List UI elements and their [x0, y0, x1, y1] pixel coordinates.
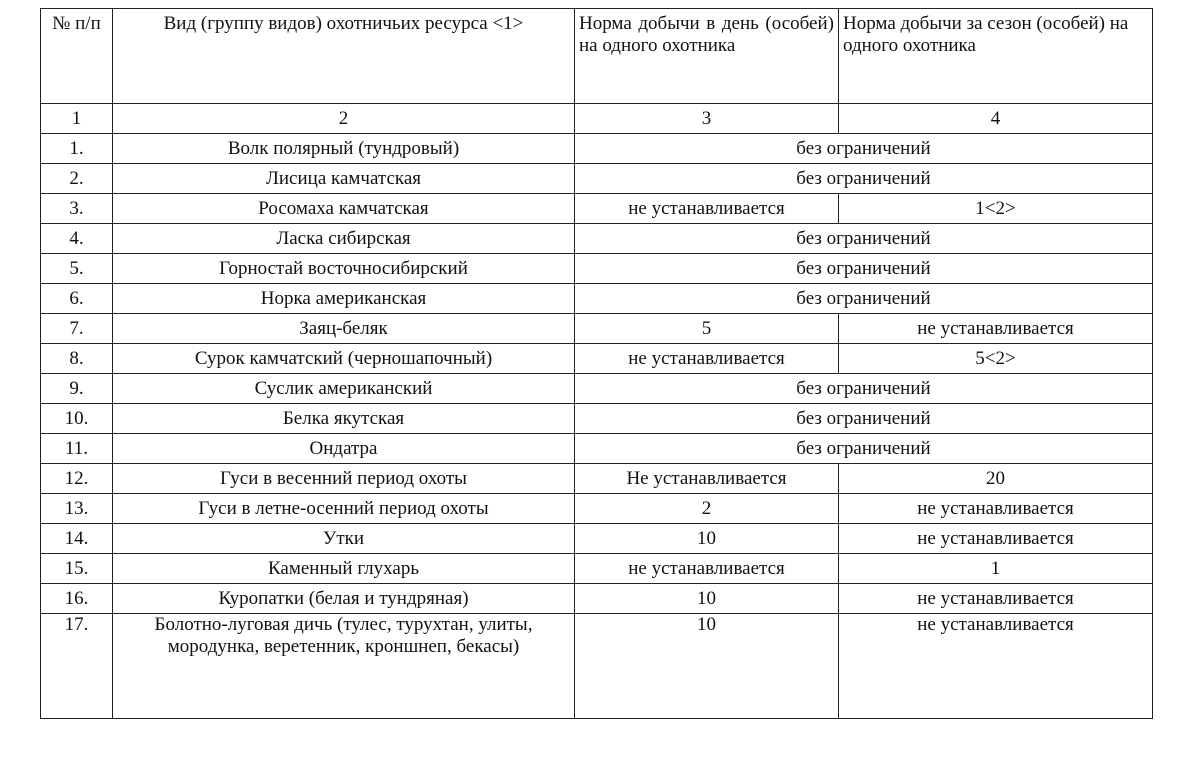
- species-name: Заяц-беляк: [113, 314, 575, 344]
- species-name: Сурок камчатский (черношапочный): [113, 344, 575, 374]
- row-number: 4.: [41, 224, 113, 254]
- quota-merged: без ограничений: [575, 224, 1153, 254]
- hunting-quota-table: [40, 8, 1153, 719]
- col-number: 3: [575, 104, 839, 134]
- table-row: [41, 524, 1153, 554]
- table-row: [41, 434, 1153, 464]
- season-quota: не устанавливается: [839, 584, 1153, 614]
- season-quota: не устанавливается: [839, 614, 1153, 719]
- daily-quota: Не устанавливается: [575, 464, 839, 494]
- col-number: 1: [41, 104, 113, 134]
- table-row: [41, 344, 1153, 374]
- season-quota: 1<2>: [839, 194, 1153, 224]
- row-number: 11.: [41, 434, 113, 464]
- table-row: [41, 284, 1153, 314]
- species-name: Ондатра: [113, 434, 575, 464]
- quota-merged: без ограничений: [575, 374, 1153, 404]
- species-name: Лисица камчатская: [113, 164, 575, 194]
- table-row: [41, 374, 1153, 404]
- quota-merged: без ограничений: [575, 434, 1153, 464]
- species-name: Куропатки (белая и тундряная): [113, 584, 575, 614]
- table-row: [41, 314, 1153, 344]
- row-number: 12.: [41, 464, 113, 494]
- col-number: 4: [839, 104, 1153, 134]
- row-number: 3.: [41, 194, 113, 224]
- daily-quota: 10: [575, 524, 839, 554]
- daily-quota: не устанавливается: [575, 194, 839, 224]
- species-name: Росомаха камчатская: [113, 194, 575, 224]
- table-row: [41, 224, 1153, 254]
- column-number-row: [41, 104, 1153, 134]
- daily-quota: 2: [575, 494, 839, 524]
- season-quota: 20: [839, 464, 1153, 494]
- season-quota: не устанавливается: [839, 494, 1153, 524]
- row-number: 5.: [41, 254, 113, 284]
- footer-cut-text: [40, 756, 1152, 766]
- table-row: [41, 614, 1153, 719]
- species-name: Ласка сибирская: [113, 224, 575, 254]
- species-name: Белка якутская: [113, 404, 575, 434]
- species-name: Каменный глухарь: [113, 554, 575, 584]
- header-daily: Норма добычи в день (особей) на одного охотника: [575, 9, 839, 104]
- header-season: Норма добычи за сезон (особей) на одного охотника: [839, 9, 1153, 104]
- table-row: [41, 464, 1153, 494]
- daily-quota: не устанавливается: [575, 344, 839, 374]
- row-number: 17.: [41, 614, 113, 719]
- quota-merged: без ограничений: [575, 134, 1153, 164]
- row-number: 14.: [41, 524, 113, 554]
- daily-quota: не устанавливается: [575, 554, 839, 584]
- row-number: 2.: [41, 164, 113, 194]
- quota-merged: без ограничений: [575, 284, 1153, 314]
- table-row: [41, 554, 1153, 584]
- row-number: 7.: [41, 314, 113, 344]
- row-number: 6.: [41, 284, 113, 314]
- quota-merged: без ограничений: [575, 404, 1153, 434]
- quota-merged: без ограничений: [575, 254, 1153, 284]
- species-name: Гуси в весенний период охоты: [113, 464, 575, 494]
- row-number: 16.: [41, 584, 113, 614]
- quota-merged: без ограничений: [575, 164, 1153, 194]
- header-num: № п/п: [41, 9, 113, 104]
- table-row: [41, 584, 1153, 614]
- season-quota: 5<2>: [839, 344, 1153, 374]
- table-row: [41, 404, 1153, 434]
- row-number: 9.: [41, 374, 113, 404]
- row-number: 8.: [41, 344, 113, 374]
- header-species: Вид (группу видов) охотничьих ресурса <1>: [113, 9, 575, 104]
- species-name: Болотно-луговая дичь (тулес, турухтан, улиты, мородунка, веретенник, кроншнеп, бекасы): [113, 614, 575, 719]
- row-number: 10.: [41, 404, 113, 434]
- daily-quota: 10: [575, 614, 839, 719]
- season-quota: не устанавливается: [839, 524, 1153, 554]
- species-name: Утки: [113, 524, 575, 554]
- season-quota: не устанавливается: [839, 314, 1153, 344]
- row-number: 1.: [41, 134, 113, 164]
- species-name: Суслик американский: [113, 374, 575, 404]
- species-name: Норка американская: [113, 284, 575, 314]
- row-number: 15.: [41, 554, 113, 584]
- daily-quota: 5: [575, 314, 839, 344]
- species-name: Горностай восточносибирский: [113, 254, 575, 284]
- table-row: [41, 494, 1153, 524]
- daily-quota: 10: [575, 584, 839, 614]
- species-name: Гуси в летне-осенний период охоты: [113, 494, 575, 524]
- table-row: [41, 194, 1153, 224]
- col-number: 2: [113, 104, 575, 134]
- header-row: [41, 9, 1153, 104]
- species-name: Волк полярный (тундровый): [113, 134, 575, 164]
- table-row: [41, 164, 1153, 194]
- table-row: [41, 134, 1153, 164]
- table-row: [41, 254, 1153, 284]
- row-number: 13.: [41, 494, 113, 524]
- season-quota: 1: [839, 554, 1153, 584]
